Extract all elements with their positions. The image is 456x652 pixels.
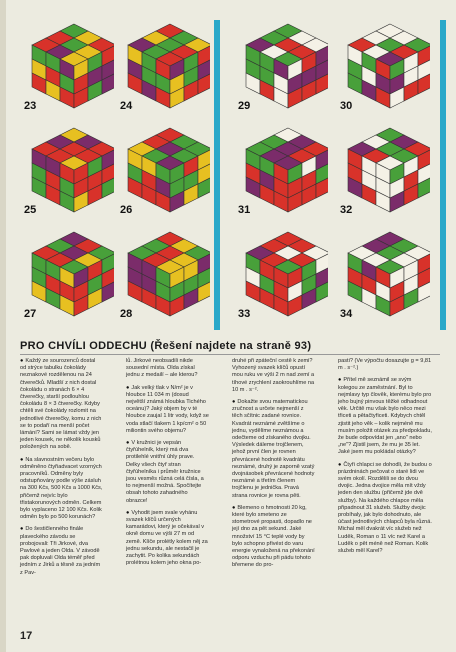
puzzle-paragraph: ● Blemeno o hmotnosti 20 kg, které bylo smeteno ze stometrové propasti, dopadlo ne její dno za pět sekund. Jaké množství 15 °C teplé vody by bylo schopno přivést do varu energie vynaložená na překonání odporu vzduchu při pádu tohoto břemene do pro- [232, 504, 315, 569]
puzzle-paragraph: ● Do šestičlenného finále plaveckého závodu se probojovali: Tři Jirkové, dva Pavlové a jeden Olda. V závodě pak dopluvali Olda téměř před jedním z Jirků a těsně za jedním z Pav- [20, 526, 101, 576]
cube-drawing [232, 120, 328, 216]
text-column-1 [20, 358, 103, 582]
cube-drawing [114, 120, 210, 216]
page-number: 17 [20, 630, 33, 642]
puzzle-paragraph: ● V kružnici je vepsán čtyřúhelník, který má dva protilehlé vnitřní úhly prave. Delky všech čtyř stran čtyřúhelníka i průměr kružnice jsou vesměs různá celá čísla, a to nejmenší možná. Spočítejte obsah tohoto zahadného obrazce! [126, 440, 204, 504]
cube-23 [18, 16, 118, 112]
cube-drawing [114, 16, 210, 112]
cube-number: 30 [340, 100, 353, 112]
bullet-icon: ● [126, 384, 130, 391]
bullet-icon: ● [20, 456, 24, 463]
cube-number: 25 [24, 204, 37, 216]
cube-29 [232, 16, 332, 112]
puzzle-paragraph: ● Přítel mě seznámil se svým kolegou ze zaměstnání. Byl to nejmlavy typ člověk, kterému bylo pro jeho bujný pinvous těžké odhadnout věk. Určitě mu však bylo něco mezi třiceti a pětačtyřiceti. Kdybych chtěl zjistit jeho věk – kolik nejméně mu musím položit otázek za předpokladu, že bude odpovídat jen „ano" nebo „ne"? Zjistil jsem, že mu je 35 let. Jaké jsem mu pokládal otázky? [338, 377, 432, 456]
text-column-4 [338, 358, 432, 560]
cube-drawing [334, 120, 430, 216]
puzzle-paragraph: ● Jak velký tlak v N/m² je v hloubce 11 034 m (dosud největší známá hloubka Tichého oceánu)? Jaký objem by v té hloubce zaujal 1 litr vody, když se voda stlačí tlakem 1 kp/cm² o 50 miliontin svého objemu? [126, 384, 209, 434]
cube-number: 27 [24, 308, 37, 320]
cube-31 [232, 120, 332, 216]
puzzle-paragraph: pasti? (Ve výpočtu dosazujte g = 9,81 m . s⁻².) [338, 358, 432, 372]
cube-number: 26 [120, 204, 133, 216]
puzzle-paragraph: ● Vyhodit jsem svale vyhánu svazek klíčů určených kamarádovi, který je očekával v okně domu ve výši 27 m od země. Klíče prolétly kolem něj za jednu sekundu, ale nestačil je zachytit. Po kolika sekundách prolétnou kolem jeho okna po- [126, 509, 208, 567]
bullet-icon: ● [232, 399, 236, 406]
cube-34 [334, 224, 434, 320]
cube-drawing [232, 224, 328, 320]
cyan-bar-right [440, 20, 446, 330]
cube-drawing [334, 224, 430, 320]
cube-drawing [334, 16, 430, 112]
cube-number: 28 [120, 308, 133, 320]
cube-32 [334, 120, 434, 216]
cube-number: 34 [340, 308, 353, 320]
cube-number: 31 [238, 204, 251, 216]
bullet-icon: ● [338, 377, 342, 384]
bullet-icon: ● [20, 358, 24, 364]
cube-puzzle-illustrations [18, 16, 438, 334]
cube-33 [232, 224, 332, 320]
cube-27 [18, 224, 118, 320]
cube-24 [114, 16, 214, 112]
section-heading: PRO CHVÍLI ODDECHU (Řešení najdete na straně 93) [20, 340, 440, 355]
bullet-icon: ● [338, 461, 342, 468]
cube-drawing [18, 224, 114, 320]
text-column-2 [126, 358, 209, 572]
puzzle-paragraph: ● Na slavnostním večeru bylo odměněno čtyřiadvacet vzorných pracovníků. Odměny byly odstupňovány podle výše zásluh na 300 Kčs, 500 Kčs a 1000 Kčs, přičemž nejvíc bylo třistakorunových odměn. Celkem bylo vyplaceno 12 100 Kčs. Kolik odměn bylo po 500 korunách? [20, 456, 103, 521]
puzzle-paragraph: ● Každý ze sourozenců dostal od strýce tabulku čokolády neznakové rozdělenou na 24 čtverečků. Mladší z nich dostal čokoládu o stranách 6 × 4 čtverečky, starší podlouhlou čokoládu 8 × 3 čtverečky. Kdyby chtěli své čokolády rozlomit na jednotlivé čtverečky, komu z nich se to podaří na menší počet lámání? Sami se lámat vždy jen jeden kousek, ne několik kousků položených na sobě. [20, 358, 102, 451]
cube-number: 24 [120, 100, 133, 112]
puzzle-paragraph: druhé při zpáteční cestě k zemi? Vyhozený svazek klíčů opustí mou ruku ve výši 2 m nad zemí a tíhové zrychlení zaokrouhlíme na 10 m . s⁻². [232, 358, 315, 393]
cube-26 [114, 120, 214, 216]
cube-number: 29 [238, 100, 251, 112]
puzzle-paragraph: ● Čtyři chlapci se dohodli, že budou o prázdninách pečovat o staré lidi ve svém okolí. Rozdělili se do dvou dvojic. Jedna dvojice měla mít vždy jeden den službu (přičemž jde dvě služby). Na každého chlapce měla připadnout 31 služeb. Služby dvojic probíhaly, jak bylo dohodnuto, ale účast jednotlivých chlapců byla různá. Michal měl dvakrát víc služeb než Luděk, Roman o 11 víc než Karel a Luděk o pět méně než Roman. Kolik služeb měl Karel? [338, 461, 432, 555]
cube-drawing [232, 16, 328, 112]
puzzle-paragraph: lů. Jirkové neobsadili nikde sousední místa. Olda získal jednu z medailí – ale kterou? [126, 358, 198, 379]
cube-number: 33 [238, 308, 251, 320]
puzzle-paragraph: ● Dokažte svou matematickou zručnost a určete nejmenší z těch sčítnic zadané rovnice. Kvadrát neznámé zvětšíme o jednu, vydělíme neznámou a odečteme od získaného dvojku. Výsledek dáleme trojčlenem, jehož první člen je rovnen převrácené hodnotě kvadrátu neznámé, druhý je zaporně vzatý dvojnásobek převrácené hodnoty neznámé a třetím členem trojčlenu je jednička. Pravá strana rovnice je rovna pěti. [232, 399, 315, 499]
bullet-icon: ● [126, 509, 130, 516]
page-edge [0, 0, 6, 652]
cyan-bar-left [214, 20, 220, 330]
bullet-icon: ● [232, 504, 236, 511]
cube-drawing [114, 224, 210, 320]
cube-number: 23 [24, 100, 37, 112]
text-column-3 [232, 358, 315, 575]
cube-30 [334, 16, 434, 112]
cube-drawing [18, 120, 114, 216]
cube-drawing [18, 16, 114, 112]
bullet-icon: ● [126, 440, 130, 447]
bullet-icon: ● [20, 526, 24, 533]
cube-25 [18, 120, 118, 216]
cube-28 [114, 224, 214, 320]
cube-number: 32 [340, 204, 353, 216]
